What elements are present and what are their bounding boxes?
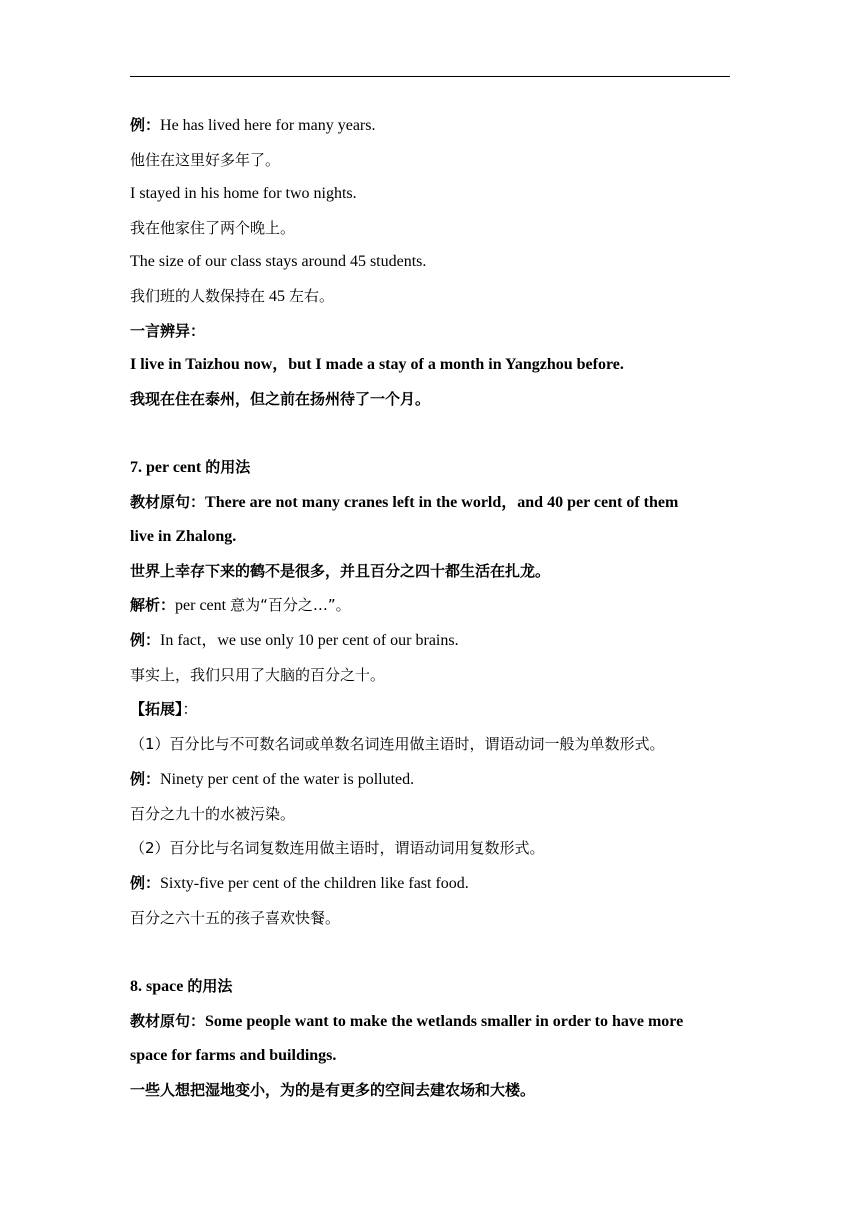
extension-heading [130,692,732,727]
example-label: 例： [130,874,161,892]
analysis-chinese: 意为“百分之…”。 [230,596,351,614]
example-translation: 我在他家住了两个晚上。 [130,219,296,237]
example-translation: 百分之六十五的孩子喜欢快餐。 [130,909,341,927]
example-line [130,623,732,658]
analysis-english: per cent [175,597,231,614]
source-translation: 一些人想把湿地变小，为的是有更多的空间去建农场和大楼。 [130,1081,536,1099]
example-english: Ninety per cent of the water is polluted. [160,771,415,788]
section-heading-8 [130,969,732,1004]
extension-colon: ： [182,700,198,718]
section-heading-en: 8. space [130,978,188,995]
source-sentence [130,485,732,520]
rule-1 [130,727,732,762]
section-heading-7 [130,450,732,485]
example-english: The size of our class stays around 45 students. [130,253,427,270]
distinguish-english: I live in Taizhou now，but I made a stay of a month in Yangzhou before. [130,356,624,373]
source-label: 教材原句： [130,1012,206,1030]
section-heading-zh: 的用法 [205,458,251,476]
source-english: Some people want to make the wetlands smaller in order to have more [205,1013,684,1030]
example-line [130,762,732,797]
example-line [130,108,732,143]
document-content [130,108,732,1107]
analysis-line [130,588,732,623]
distinguish-translation: 我现在住在泰州，但之前在扬州待了一个月。 [130,390,431,408]
analysis-label: 解析： [130,596,176,614]
rule-text: 百分比与不可数名词或单数名词连用做主语时，谓语动词一般为单数形式。 [169,735,665,753]
source-sentence-continued: space for farms and buildings. [130,1047,337,1064]
example-label: 例： [130,116,161,134]
example-label: 例： [130,770,161,788]
example-english: In fact，we use only 10 per cent of our brains. [160,632,459,649]
example-label: 例： [130,631,161,649]
spacer [130,416,732,450]
rule-2 [130,831,732,866]
translation-number: 45 [265,288,290,305]
section-heading-en: 7. per cent [130,459,206,476]
translation-part: 我们班的人数保持在 [130,287,266,305]
header-rule [130,76,730,77]
source-sentence-continued: live in Zhalong. [130,528,237,545]
example-translation: 百分之九十的水被污染。 [130,805,296,823]
rule-text: 百分比与名词复数连用做主语时，谓语动词用复数形式。 [169,839,545,857]
source-label: 教材原句： [130,493,206,511]
source-translation: 世界上幸存下来的鹤不是很多，并且百分之四十都生活在扎龙。 [130,562,551,580]
extension-label: 【拓展】 [130,700,183,718]
rule-number: （1） [130,735,170,753]
example-english: Sixty-five per cent of the children like fast food. [160,875,469,892]
rule-number: （2） [130,839,170,857]
example-english: He has lived here for many years. [160,117,376,134]
source-english: There are not many cranes left in the world，and 40 per cent of them [205,494,679,511]
distinguish-heading: 一言辨异： [130,322,206,340]
section-heading-zh: 的用法 [187,977,233,995]
spacer [130,935,732,969]
example-translation: 事实上，我们只用了大脑的百分之十。 [130,666,386,684]
example-translation: 他住在这里好多年了。 [130,151,281,169]
translation-part: 左右。 [289,287,335,305]
example-translation [130,279,732,314]
source-sentence [130,1004,732,1039]
example-line [130,866,732,901]
example-english: I stayed in his home for two nights. [130,185,357,202]
